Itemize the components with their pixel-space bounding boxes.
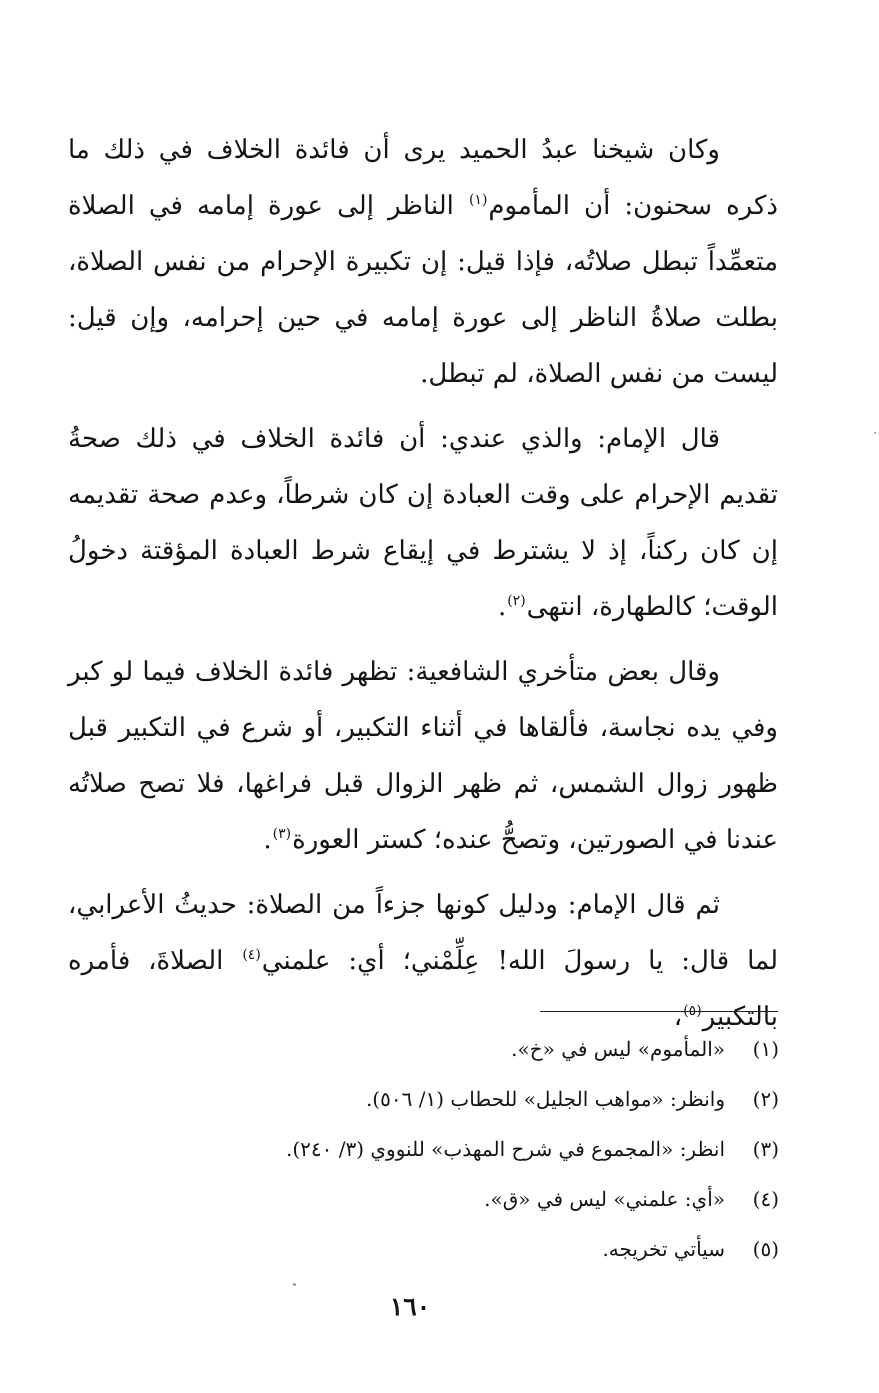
text-run: قال الإمام: والذي عندي: أن فائدة الخلاف في ذلك صحةُ تقديم الإحرام على وقت العبادة إن كان شرطاً، وعدم صحة تقديمه إن كان ركناً، إذ لا يشترط في إيقاع شرط العبادة المؤقتة دخولُ الوقت؛ كالطهارة، انتهى [68, 424, 778, 622]
paragraph-4 [68, 877, 778, 1045]
text-run: ثم قال الإمام: ودليل كونها جزءاً من الصلاة: حديثُ الأعرابي، لما قال: يا رسولَ الله! عِلِّمْني؛ أي: علمني [68, 890, 778, 976]
footnote-number: (١) [752, 1037, 779, 1061]
scan-speck [874, 432, 876, 434]
footnote-4 [90, 1174, 779, 1224]
text-run: . [263, 825, 272, 855]
footnote-ref-4: (٤) [242, 947, 261, 964]
footnote-5 [90, 1224, 779, 1274]
text-run: وكان شيخنا عبدُ الحميد يرى أن فائدة الخلاف في ذلك ما ذكره سحنون: أن المأموم [68, 135, 778, 221]
footnote-text: «المأموم» ليس في «خ». [511, 1037, 725, 1061]
footnote-number: (٢) [752, 1087, 779, 1111]
paragraph-3 [68, 644, 778, 868]
footnote-ref-3: (٣) [272, 826, 292, 843]
footnote-3 [90, 1124, 779, 1174]
footnote-number: (٤) [752, 1187, 779, 1211]
footnote-number: (٥) [752, 1237, 779, 1261]
footnote-text: وانظر: «مواهب الجليل» للحطاب (١/ ٥٠٦). [365, 1087, 725, 1111]
footnotes [90, 1024, 779, 1274]
footnote-number: (٣) [752, 1137, 779, 1161]
scan-speck [293, 1283, 296, 1286]
text-run: الناظر إلى عورة إمامه في الصلاة متعمِّداً تبطل صلاتُه، فإذا قيل: إن تكبيرة الإحرام من نفس الصلاة، بطلت صلاةُ الناظر إلى عورة إمامه في حين إحرامه، وإن قيل: ليست من نفس الصلاة، لم تبطل. [68, 191, 779, 389]
paragraph-1 [68, 122, 778, 402]
footnote-1 [90, 1024, 779, 1074]
text-run: ، [673, 1002, 683, 1032]
footnote-2 [90, 1074, 779, 1124]
footnote-ref-5: (٥) [683, 1003, 702, 1020]
page-number: ١٦٠ [389, 1292, 431, 1321]
paragraph-2 [68, 411, 778, 635]
main-text [68, 122, 778, 1054]
text-run: . [497, 592, 507, 622]
footnote-ref-2: (٢) [507, 593, 526, 610]
footnote-text: «أي: علمني» ليس في «ق». [484, 1187, 725, 1211]
footnote-text: سيأتي تخريجه. [602, 1237, 725, 1261]
footnote-text: انظر: «المجموع في شرح المهذب» للنووي (٣/ ٢٤٠). [285, 1137, 725, 1161]
footnote-separator [540, 1011, 778, 1012]
text-run: الصلاةَ، فأمره بالتكبير [68, 946, 778, 1032]
footnote-ref-1: (١) [468, 192, 488, 209]
text-run: وقال بعض متأخري الشافعية: تظهر فائدة الخلاف فيما لو كبر وفي يده نجاسة، فألقاها في أثناء التكبير، أو شرع في التكبير قبل ظهور زوال الشمس، ثم ظهر الزوال قبل فراغها، فلا تصح صلاتُه عندنا في الصورتين، وتصحُّ عنده؛ كستر العورة [68, 657, 778, 855]
